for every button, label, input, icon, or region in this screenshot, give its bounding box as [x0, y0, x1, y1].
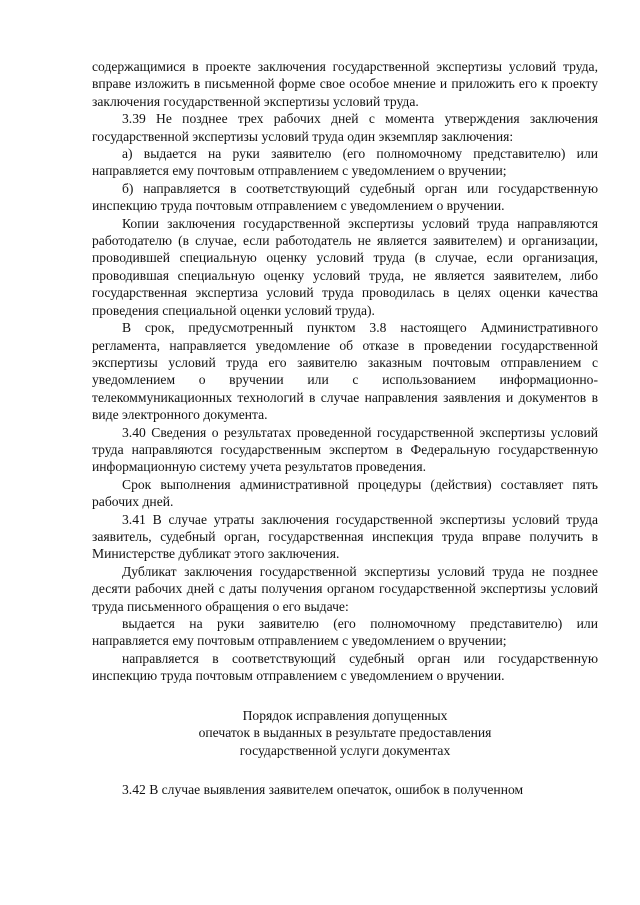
- paragraph-term: Срок выполнения административной процедуры (действия) составляет пять рабочих дней.: [92, 476, 598, 510]
- paragraph-duplicate: Дубликат заключения государственной экспертизы условий труда не позднее десяти рабочих дней с даты получения органом государственной экспертизы условий труда письменного обращения о его выдаче:: [92, 563, 598, 614]
- paragraph-3-39: 3.39 Не позднее трех рабочих дней с момента утверждения заключения государственной экспертизы условий труда один экземпляр заключения:: [92, 111, 598, 144]
- paragraph-refusal-notice: В срок, предусмотренный пунктом 3.8 настоящего Административного регламента, направляется уведомление об отказе в проведении государственной экспертизы условий труда его заявителю заказным почтовым отправлением с уведомлением о вручении или с использованием информационно-телекоммуникационных технологий в случае направления заявления и документов в виде электронного документа.: [92, 320, 598, 423]
- body-text-bottom: [92, 781, 598, 798]
- paragraph-3-40: 3.40 Сведения о результатах проведенной государственной экспертизы условий труда направляются государственным экспертом в Федеральную государственную информационную систему учета результатов проведения.: [92, 424, 598, 475]
- body-text-top: [92, 58, 598, 685]
- paragraph-3-41: 3.41 В случае утраты заключения государственной экспертизы условий труда заявитель, судебный орган, государственная инспекция труда вправе получить в Министерстве дубликат этого заключения.: [92, 511, 598, 562]
- paragraph-duplicate-handout: выдается на руки заявителю (его полномочному представителю) или направляется ему почтовым отправлением с уведомлением о вручении;: [92, 616, 598, 649]
- paragraph-3-39-b: б) направляется в соответствующий судебный орган или государственную инспекцию труда почтовым отправлением с уведомлением о вручении.: [92, 180, 598, 214]
- paragraph-duplicate-send: направляется в соответствующий судебный орган или государственную инспекцию труда почтовым отправлением с уведомлением о вручении.: [92, 650, 598, 684]
- section-heading-line-3: государственной услуги документах: [239, 742, 451, 758]
- section-heading-line-2: опечаток в выданных в результате предоставления: [198, 725, 492, 741]
- paragraph-3-39-a: а) выдается на руки заявителю (его полномочному представителю) или направляется ему почтовым отправлением с уведомлением о вручении;: [92, 146, 598, 179]
- section-heading: [92, 707, 598, 760]
- paragraph-3-42: 3.42 В случае выявления заявителем опечаток, ошибок в полученном: [122, 782, 524, 798]
- paragraph-continuation: содержащимися в проекте заключения государственной экспертизы условий труда, вправе изложить в письменной форме свое особое мнение и приложить его к проекту заключения государственной экспертизы условий труда.: [92, 59, 598, 109]
- paragraph-copies: Копии заключения государственной экспертизы условий труда направляются работодателю (в случае, если работодатель не является заявителем) и организации, проводившей специальную оценку условий труда (в случае, если организация, проводившая специальную оценку условий труда, не является заявителем, либо государственная экспертиза условий труда проводилась в целях оценки качества проведения специальной оценки условий труда).: [92, 215, 598, 318]
- section-heading-line-1: Порядок исправления допущенных: [242, 707, 448, 723]
